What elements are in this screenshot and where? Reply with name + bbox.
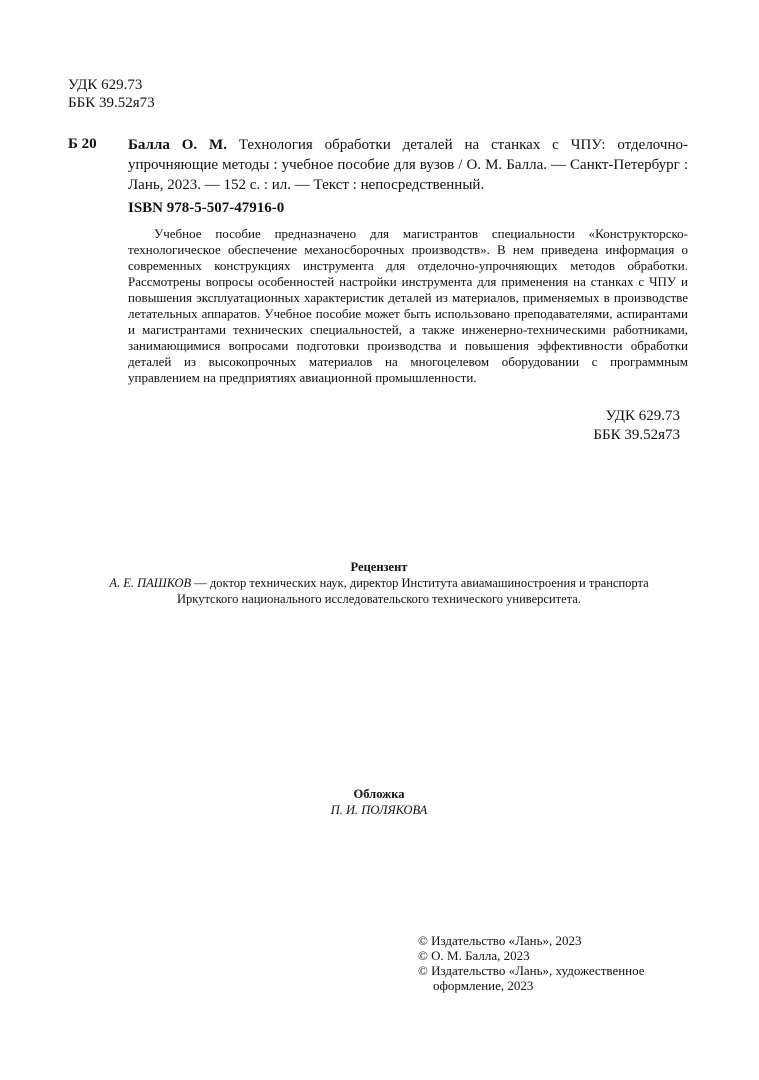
reviewer-name: А. Е. ПАШКОВ	[109, 576, 192, 590]
udk-code: УДК 629.73	[68, 77, 143, 93]
reviewer-heading: Рецензент	[350, 560, 408, 574]
copyright-block	[418, 933, 645, 993]
copyright-line: © О. М. Балла, 2023	[418, 948, 530, 963]
bbk-code-right: ББК 39.52я73	[593, 427, 680, 443]
classification-block-right	[520, 407, 680, 445]
record-description: Технология обработки деталей на станках с ЧПУ: отделочно-упрочняющие методы : учебное пособие для вузов / О. М. Балла. — Санкт-Петербург : Лань, 2023. — 152 с. : ил. — Текст : непосредственный.	[128, 137, 688, 193]
cover-block	[68, 786, 690, 818]
reviewer-block	[68, 559, 690, 607]
cover-heading: Обложка	[353, 787, 405, 801]
reviewer-line-2: Иркутского национального исследовательского технического университета.	[177, 592, 581, 606]
cover-designer: П. И. ПОЛЯКОВА	[330, 803, 428, 817]
bbk-code: ББК 39.52я73	[68, 95, 155, 111]
reviewer-credentials: — доктор технических наук, директор Института авиамашиностроения и транспорта	[191, 576, 649, 590]
udk-code-right: УДК 629.73	[605, 408, 680, 424]
annotation: Учебное пособие предназначено для магистрантов специальности «Конструкторско-технологическое обеспечение механосборочных производств». В нем приведена информация о современных конструкциях инструмента для отделочно-упрочняющих методов обработки. Рассмотрены вопросы особенностей настройки инструмента для применения на станках с ЧПУ и повышения эксплуатационных характеристик деталей из материалов, применяемых в производстве летательных аппаратов. Учебное пособие может быть использовано преподавателями, аспирантами и магистрантами технических специальностей, а также инженерно-техническими работниками, занимающимися вопросами подготовки производства и повышения эффективности обработки деталей из высокопрочных материалов на многоцелевом оборудовании с программным управлением на предприятиях авиационной промышленности.	[128, 226, 688, 385]
copyright-line: © Издательство «Лань», 2023	[418, 933, 582, 948]
isbn: ISBN 978-5-507-47916-0	[128, 200, 285, 216]
author-name: Балла О. М.	[128, 137, 227, 153]
copyright-line: © Издательство «Лань», художественное	[418, 963, 645, 978]
classification-block-top	[68, 76, 155, 112]
reviewer-line-1	[68, 575, 690, 591]
author-mark: Б 20	[68, 136, 97, 152]
copyright-line: оформление, 2023	[433, 978, 534, 993]
bibliographic-record	[128, 135, 688, 195]
